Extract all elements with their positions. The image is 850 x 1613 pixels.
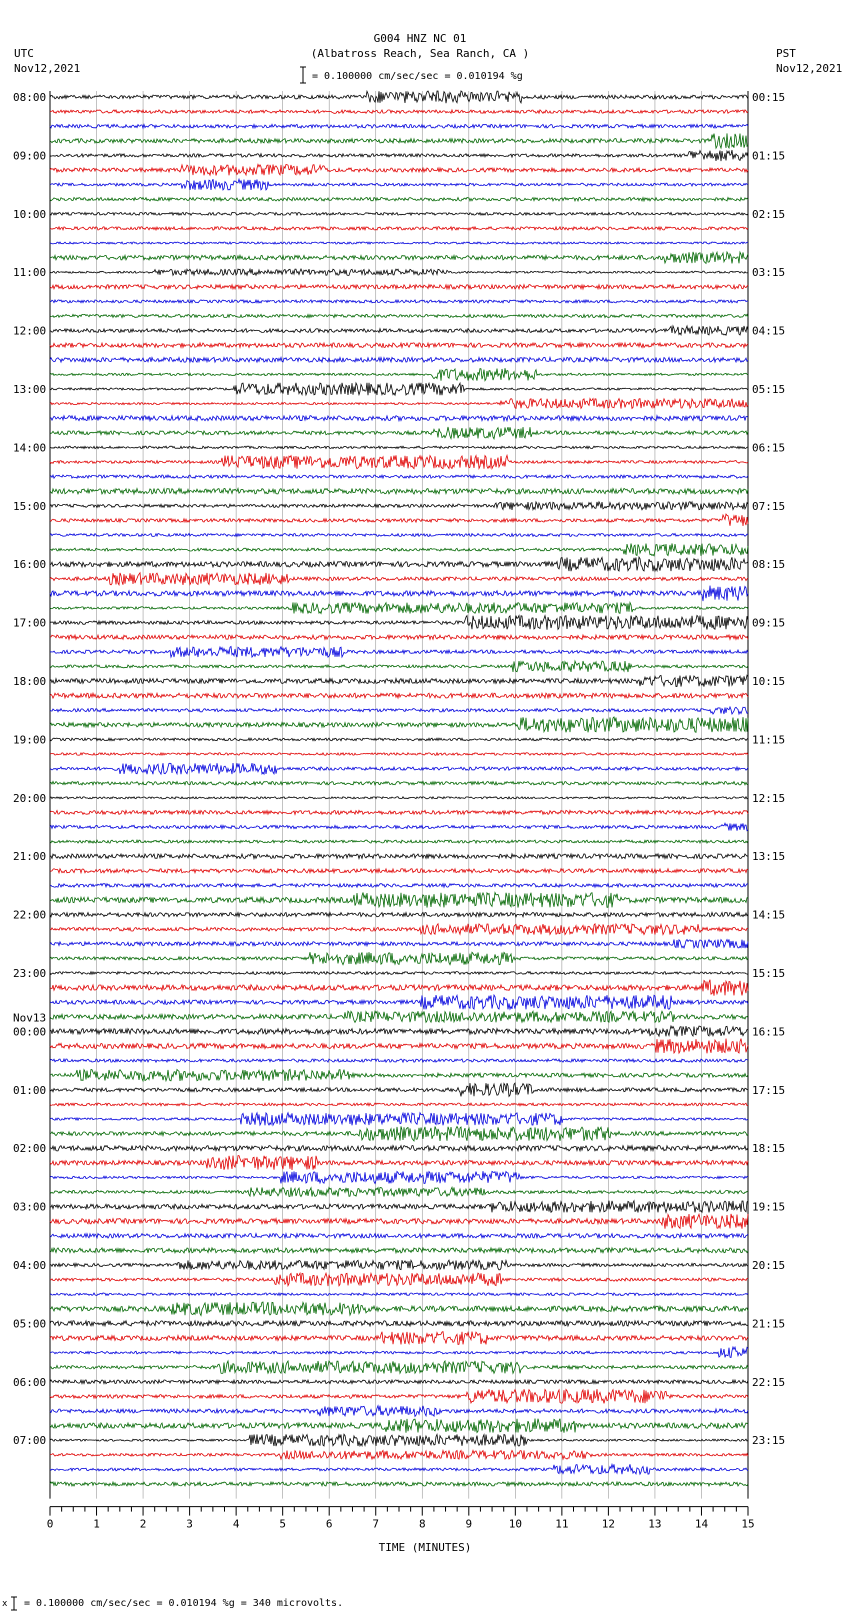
trace-line xyxy=(50,952,748,965)
trace-line xyxy=(50,1464,748,1474)
utc-hour-label: 18:00 xyxy=(13,675,47,688)
trace-line xyxy=(50,212,748,215)
x-tick-label: 6 xyxy=(325,1517,333,1531)
chart-title: G004 HNZ NC 01 xyxy=(373,32,467,45)
trace-line xyxy=(50,893,748,908)
trace-line xyxy=(50,717,748,732)
utc-hour-label: 09:00 xyxy=(13,149,47,163)
trace-line xyxy=(50,1450,748,1459)
trace-line xyxy=(50,357,748,362)
utc-hour-label: 13:00 xyxy=(13,383,47,396)
trace-line xyxy=(50,840,748,843)
trace-line xyxy=(50,1302,748,1316)
x-tick-label: 15 xyxy=(741,1517,755,1531)
footer-scale-bar-icon xyxy=(11,1597,17,1610)
trace-line xyxy=(50,1156,748,1170)
trace-line xyxy=(50,753,748,755)
utc-hour-label: 02:00 xyxy=(13,1142,47,1156)
trace-line xyxy=(50,1406,748,1417)
time-axis xyxy=(47,1507,755,1531)
utc-hour-label: 15:00 xyxy=(13,499,47,513)
x-tick-label: 8 xyxy=(418,1517,426,1531)
trace-line xyxy=(50,198,748,201)
trace-line xyxy=(50,1011,748,1022)
trace-line xyxy=(50,1293,748,1296)
pst-hour-label: 07:15 xyxy=(752,499,786,513)
trace-line xyxy=(50,489,748,495)
trace-line xyxy=(50,602,748,613)
trace-line xyxy=(50,573,748,585)
trace-line xyxy=(50,1171,748,1183)
trace-line xyxy=(50,869,748,873)
trace-line xyxy=(50,1434,748,1446)
pst-hour-label: 20:15 xyxy=(752,1259,786,1272)
trace-line xyxy=(50,543,748,555)
utc-hour-label: 01:00 xyxy=(13,1083,47,1097)
trace-line xyxy=(50,502,748,510)
right-timezone: PST xyxy=(776,47,796,60)
trace-line xyxy=(50,586,748,602)
pst-hour-label: 09:15 xyxy=(752,616,786,630)
trace-line xyxy=(50,635,748,639)
trace-line xyxy=(50,314,748,317)
pst-hour-label: 15:15 xyxy=(752,967,786,980)
trace-line xyxy=(50,939,748,948)
station-name: (Albatross Reach, Sea Ranch, CA ) xyxy=(310,47,530,60)
utc-hour-label: 22:00 xyxy=(13,908,47,922)
trace-line xyxy=(50,269,748,275)
pst-hour-label: 16:15 xyxy=(752,1025,786,1039)
trace-line xyxy=(50,416,748,421)
scale-bar-icon xyxy=(300,67,306,83)
trace-line xyxy=(50,343,748,348)
trace-line xyxy=(50,707,748,714)
trace-line xyxy=(50,227,748,230)
trace-line xyxy=(50,242,748,244)
x-tick-label: 10 xyxy=(508,1517,522,1531)
utc-hour-label: 11:00 xyxy=(13,266,47,280)
utc-hour-label: 23:00 xyxy=(13,967,47,980)
x-tick-label: 12 xyxy=(601,1517,616,1531)
trace-line xyxy=(50,1347,748,1358)
trace-line xyxy=(50,1069,748,1081)
utc-hour-label: 19:00 xyxy=(13,733,47,747)
trace-line xyxy=(50,854,748,859)
utc-hour-label: 16:00 xyxy=(13,558,47,572)
utc-hour-label: 12:00 xyxy=(13,324,47,338)
pst-hour-label: 04:15 xyxy=(752,324,786,338)
trace-line xyxy=(50,179,748,190)
trace-line xyxy=(50,810,748,814)
footer-marker: x xyxy=(2,1599,8,1609)
x-tick-label: 0 xyxy=(46,1517,54,1531)
x-tick-label: 14 xyxy=(694,1517,709,1531)
trace-line xyxy=(50,1146,748,1151)
trace-line xyxy=(50,1083,748,1096)
trace-line xyxy=(50,150,748,161)
pst-hour-label: 08:15 xyxy=(752,558,786,572)
trace-line xyxy=(50,1234,748,1238)
x-tick-label: 4 xyxy=(232,1517,240,1531)
utc-hour-label: 05:00 xyxy=(13,1317,47,1331)
trace-line xyxy=(50,1380,748,1384)
trace-line xyxy=(50,1113,748,1126)
trace-line xyxy=(50,823,748,831)
x-tick-label: 3 xyxy=(186,1517,193,1531)
right-date: Nov12,2021 xyxy=(776,62,843,75)
trace-line xyxy=(50,1126,748,1141)
utc-hour-label: 00:00 xyxy=(13,1025,47,1039)
footer-scale-text: = 0.100000 cm/sec/sec = 0.010194 %g = 340 microvolts. xyxy=(24,1598,344,1609)
utc-hour-label: 04:00 xyxy=(13,1259,47,1272)
trace-line xyxy=(50,1321,748,1326)
trace-line xyxy=(50,782,748,785)
trace-line xyxy=(50,972,748,975)
trace-line xyxy=(50,514,748,526)
trace-line xyxy=(50,1361,748,1374)
trace-line xyxy=(50,693,748,698)
pst-hour-label: 21:15 xyxy=(752,1317,786,1331)
trace-line xyxy=(50,110,748,113)
pst-hour-label: 18:15 xyxy=(752,1142,786,1156)
trace-line xyxy=(50,557,748,571)
trace-line xyxy=(50,1260,748,1270)
pst-hour-label: 03:15 xyxy=(752,266,786,280)
pst-hour-label: 12:15 xyxy=(752,791,786,805)
pst-hour-label: 19:15 xyxy=(752,1200,786,1214)
trace-line xyxy=(50,1201,748,1213)
pst-hour-label: 02:15 xyxy=(752,207,786,221)
trace-line xyxy=(50,1248,748,1253)
trace-line xyxy=(50,1389,748,1403)
trace-line xyxy=(50,615,748,629)
trace-line xyxy=(50,763,748,774)
trace-line xyxy=(50,252,748,264)
trace-line xyxy=(50,133,748,148)
trace-line xyxy=(50,1026,748,1036)
trace-line xyxy=(50,980,748,996)
x-tick-label: 7 xyxy=(372,1517,380,1531)
utc-hour-label: 08:00 xyxy=(13,91,47,104)
trace-line xyxy=(50,455,748,468)
pst-hour-label: 17:15 xyxy=(752,1083,786,1097)
trace-line xyxy=(50,1482,748,1486)
trace-line xyxy=(50,913,748,917)
trace-line xyxy=(50,797,748,799)
utc-hour-label: 06:00 xyxy=(13,1375,47,1389)
x-axis-label: TIME (MINUTES) xyxy=(378,1541,472,1554)
pst-hour-label: 13:15 xyxy=(752,850,786,864)
trace-line xyxy=(50,738,748,741)
x-tick-label: 13 xyxy=(648,1517,662,1531)
pst-hour-label: 22:15 xyxy=(752,1375,786,1389)
trace-line xyxy=(50,399,748,409)
trace-line xyxy=(50,1214,748,1229)
trace-line xyxy=(50,124,748,128)
trace-line xyxy=(50,1332,748,1345)
pst-hour-label: 05:15 xyxy=(752,383,786,396)
utc-hour-label: 10:00 xyxy=(13,207,47,221)
trace-line xyxy=(50,675,748,686)
utc-hour-label: 14:00 xyxy=(13,441,47,455)
trace-line xyxy=(50,427,748,439)
trace-line xyxy=(50,164,748,175)
x-tick-label: 11 xyxy=(555,1517,569,1531)
seismic-traces xyxy=(50,91,748,1486)
left-date: Nov12,2021 xyxy=(14,62,81,75)
trace-line xyxy=(50,91,748,103)
x-tick-label: 9 xyxy=(465,1517,473,1531)
x-tick-label: 5 xyxy=(279,1517,286,1531)
trace-line xyxy=(50,1039,748,1054)
trace-line xyxy=(50,924,748,935)
trace-line xyxy=(50,995,748,1009)
left-timezone: UTC xyxy=(14,47,34,60)
x-tick-label: 1 xyxy=(93,1517,100,1531)
pst-hour-label: 11:15 xyxy=(752,733,786,747)
trace-line xyxy=(50,368,748,381)
utc-hour-label: 21:00 xyxy=(13,850,47,864)
pst-hour-label: 01:15 xyxy=(752,149,786,163)
trace-line xyxy=(50,1419,748,1433)
trace-line xyxy=(50,383,748,395)
trace-line xyxy=(50,884,748,888)
utc-hour-label: 03:00 xyxy=(13,1200,47,1214)
trace-line xyxy=(50,534,748,537)
trace-line xyxy=(50,647,748,658)
trace-line xyxy=(50,1187,748,1196)
trace-line xyxy=(50,1273,748,1286)
date-label: Nov13 xyxy=(13,1011,47,1025)
trace-line xyxy=(50,1103,748,1106)
pst-hour-label: 00:15 xyxy=(752,91,786,104)
trace-line xyxy=(50,285,748,289)
pst-hour-label: 23:15 xyxy=(752,1434,786,1448)
x-tick-label: 2 xyxy=(139,1517,147,1531)
trace-line xyxy=(50,326,748,335)
utc-hour-label: 17:00 xyxy=(13,616,47,630)
scale-text: = 0.100000 cm/sec/sec = 0.010194 %g xyxy=(312,71,523,82)
utc-hour-label: 20:00 xyxy=(13,791,47,805)
scale-bar-icons xyxy=(11,67,306,1610)
pst-hour-label: 14:15 xyxy=(752,908,786,922)
utc-hour-label: 07:00 xyxy=(13,1434,47,1448)
trace-line xyxy=(50,475,748,478)
trace-line xyxy=(50,1059,748,1062)
trace-line xyxy=(50,446,748,448)
trace-line xyxy=(50,661,748,672)
pst-hour-label: 10:15 xyxy=(752,675,786,688)
trace-line xyxy=(50,300,748,303)
pst-hour-label: 06:15 xyxy=(752,441,786,455)
